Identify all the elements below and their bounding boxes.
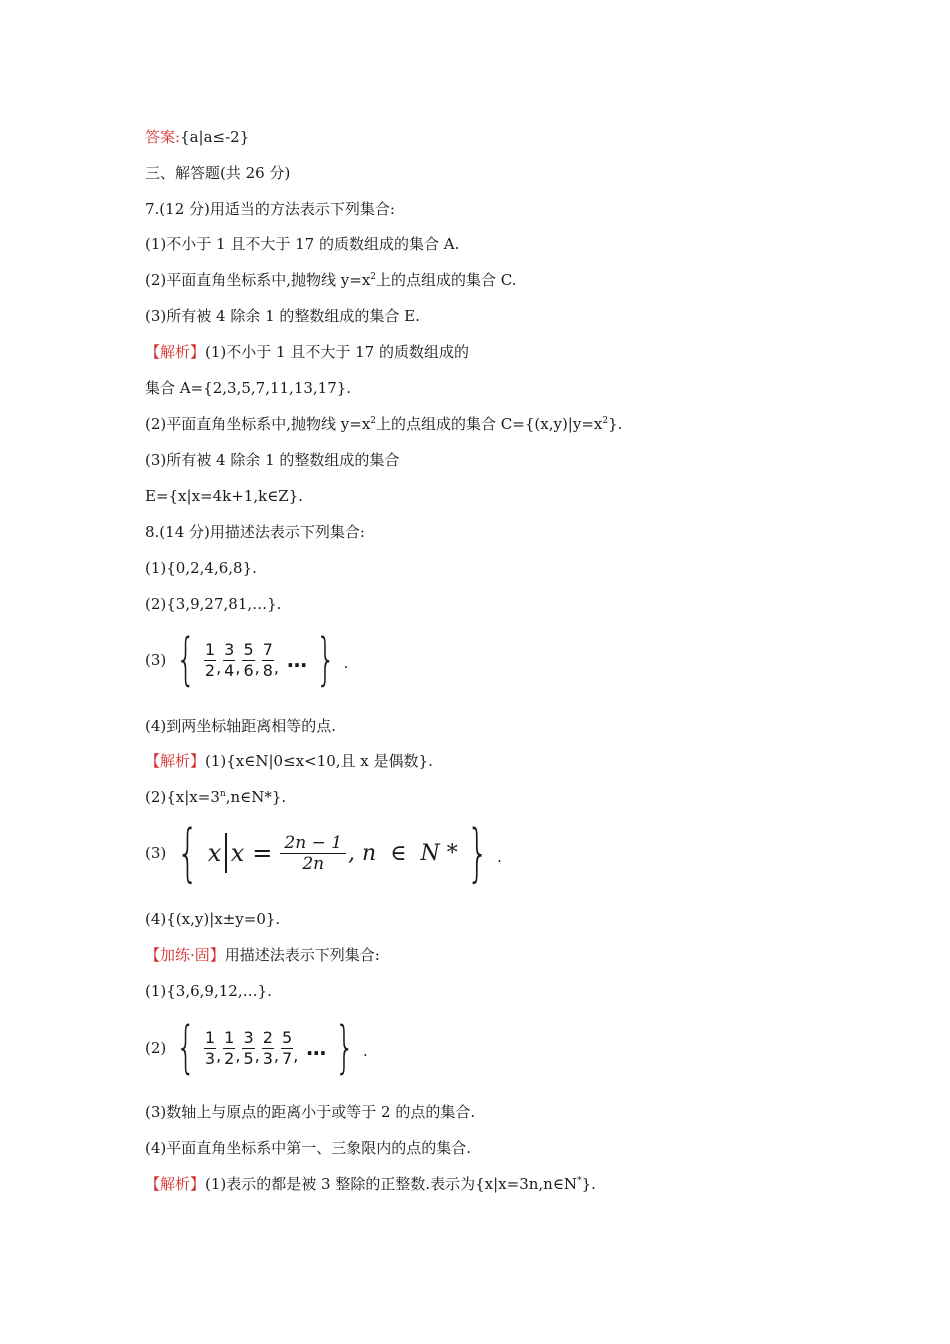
denominator: 7: [282, 1048, 293, 1068]
q7-part3: (3)所有被 4 除余 1 的整数组成的集合 E.: [145, 307, 420, 325]
right-brace: }: [335, 1015, 355, 1080]
fraction-list: [204, 1028, 300, 1069]
comma: ,: [254, 657, 260, 677]
fraction: [223, 1028, 235, 1069]
extra-tag: 【加练·固】: [145, 946, 225, 964]
comma: ,: [254, 1045, 260, 1065]
set-bar: [225, 833, 227, 873]
comma: ,: [235, 657, 241, 677]
denominator: 8: [262, 660, 273, 680]
q7-title: 7.(12 分)用适当的方法表示下列集合:: [145, 200, 395, 218]
section-heading: 三、解答题(共 26 分): [145, 164, 291, 182]
q8-part3: (3) { $\frac{1}{2}$ , $\frac{3}{4}$ , $\frac{5}{6}$ , $\frac{7}{8}$ , … } .: [145, 627, 349, 692]
q8-solution-4: (4){(x,y)|x±y=0}.: [145, 910, 281, 928]
denominator: 6: [243, 660, 254, 680]
right-brace: }: [316, 627, 336, 692]
q8-part2: (2){3,9,27,81,…}.: [145, 595, 282, 613]
numerator: 1: [204, 639, 216, 659]
numerator: 1: [224, 1027, 235, 1047]
fraction-list: [204, 640, 281, 681]
extra-part1: (1){3,6,9,12,…}.: [145, 982, 272, 1000]
answer-line: [145, 127, 249, 147]
answer-label: 答案:: [145, 128, 181, 146]
denominator: 2: [224, 1048, 235, 1068]
fraction: [281, 1028, 293, 1069]
q7-solution-2: (2)平面直角坐标系中,抛物线 $y=x^2$上的点组成的集合 $C=\{(x,y)|y=x^2\}$.: [145, 415, 623, 433]
numerator: 1: [204, 1027, 216, 1047]
formula-fraction: $\frac{2n - 1}{2n}$: [280, 833, 346, 874]
numerator: 7: [262, 639, 273, 659]
denominator: 4: [224, 660, 235, 680]
q7-solution-3a: (3)所有被 4 除余 1 的整数组成的集合: [145, 451, 400, 469]
comma: ,: [235, 1045, 241, 1065]
numerator: 3: [224, 639, 235, 659]
denominator: 5: [243, 1048, 254, 1068]
right-brace: }: [466, 816, 489, 889]
extra-part2: (2) { $\frac{1}{3}$ , $\frac{1}{2}$ , $\frac{3}{5}$ , $\frac{2}{3}$ , $\frac{5}{7}$ , … } .: [145, 1015, 368, 1080]
q7-part2: (2)平面直角坐标系中,抛物线 $y=x^2$上的点组成的集合 C.: [145, 271, 517, 289]
comma: ,: [216, 657, 222, 677]
q8-part1: (1){0,2,4,6,8}.: [145, 559, 257, 577]
extra-title: 【加练·固】用描述法表示下列集合:: [145, 946, 380, 964]
solution-tag: 【解析】: [145, 752, 206, 770]
q7-part1: (1)不小于 1 且不大于 17 的质数组成的集合 A.: [145, 235, 460, 253]
numerator: 3: [243, 1027, 254, 1047]
comma: ,: [293, 1045, 299, 1065]
fraction: [262, 1028, 274, 1069]
denominator: 3: [262, 1048, 273, 1068]
solution-tag: 【解析】: [145, 343, 206, 361]
q8-solution-1: 【解析】(1){x∈N|0≤x<10,且 x 是偶数}.: [145, 752, 433, 770]
numerator: 2: [262, 1027, 273, 1047]
denominator: 3: [204, 1048, 216, 1068]
fraction: [204, 1028, 216, 1069]
q7-solution-1b: 集合 A={2,3,5,7,11,13,17}.: [145, 379, 352, 397]
left-brace: {: [176, 627, 196, 692]
left-brace: {: [176, 1015, 196, 1080]
left-brace: {: [177, 816, 199, 889]
extra-part4: (4)平面直角坐标系中第一、三象限内的点的集合.: [145, 1139, 472, 1157]
fraction: [242, 1028, 254, 1069]
q8-part4: (4)到两坐标轴距离相等的点.: [145, 717, 337, 735]
denominator: 2: [204, 660, 216, 680]
q8-title: 8.(14 分)用描述法表示下列集合:: [145, 523, 365, 541]
q7-solution-3b: E={x|x=4k+1,k∈Z}.: [145, 487, 304, 505]
fraction: [242, 640, 254, 681]
fraction: [204, 640, 216, 681]
numerator: 5: [243, 639, 254, 659]
answer-value: {a|a≤-2}: [180, 128, 250, 146]
q8-solution-3: (3) { x x = $\frac{2n - 1}{2n}$ , n ∈ N * } .: [145, 816, 502, 889]
fraction: [223, 640, 235, 681]
comma: ,: [273, 1045, 280, 1065]
q8-solution-2: $(2)\{x|x=3^n,n\in N*\}$.: [145, 788, 287, 806]
fraction: [262, 640, 274, 681]
q7-solution-1a: 【解析】(1)不小于 1 且不大于 17 的质数组成的: [145, 343, 469, 361]
extra-part3: (3)数轴上与原点的距离小于或等于 2 的点的集合.: [145, 1103, 476, 1121]
extra-solution-1: 【解析】(1)表示的都是被 3 整除的正整数.表示为{x|x=3n,n∈N*}.: [145, 1175, 596, 1193]
solution-tag: 【解析】: [145, 1175, 206, 1193]
numerator: 5: [282, 1027, 293, 1047]
comma: ,: [216, 1045, 222, 1065]
comma: ,: [273, 657, 280, 677]
